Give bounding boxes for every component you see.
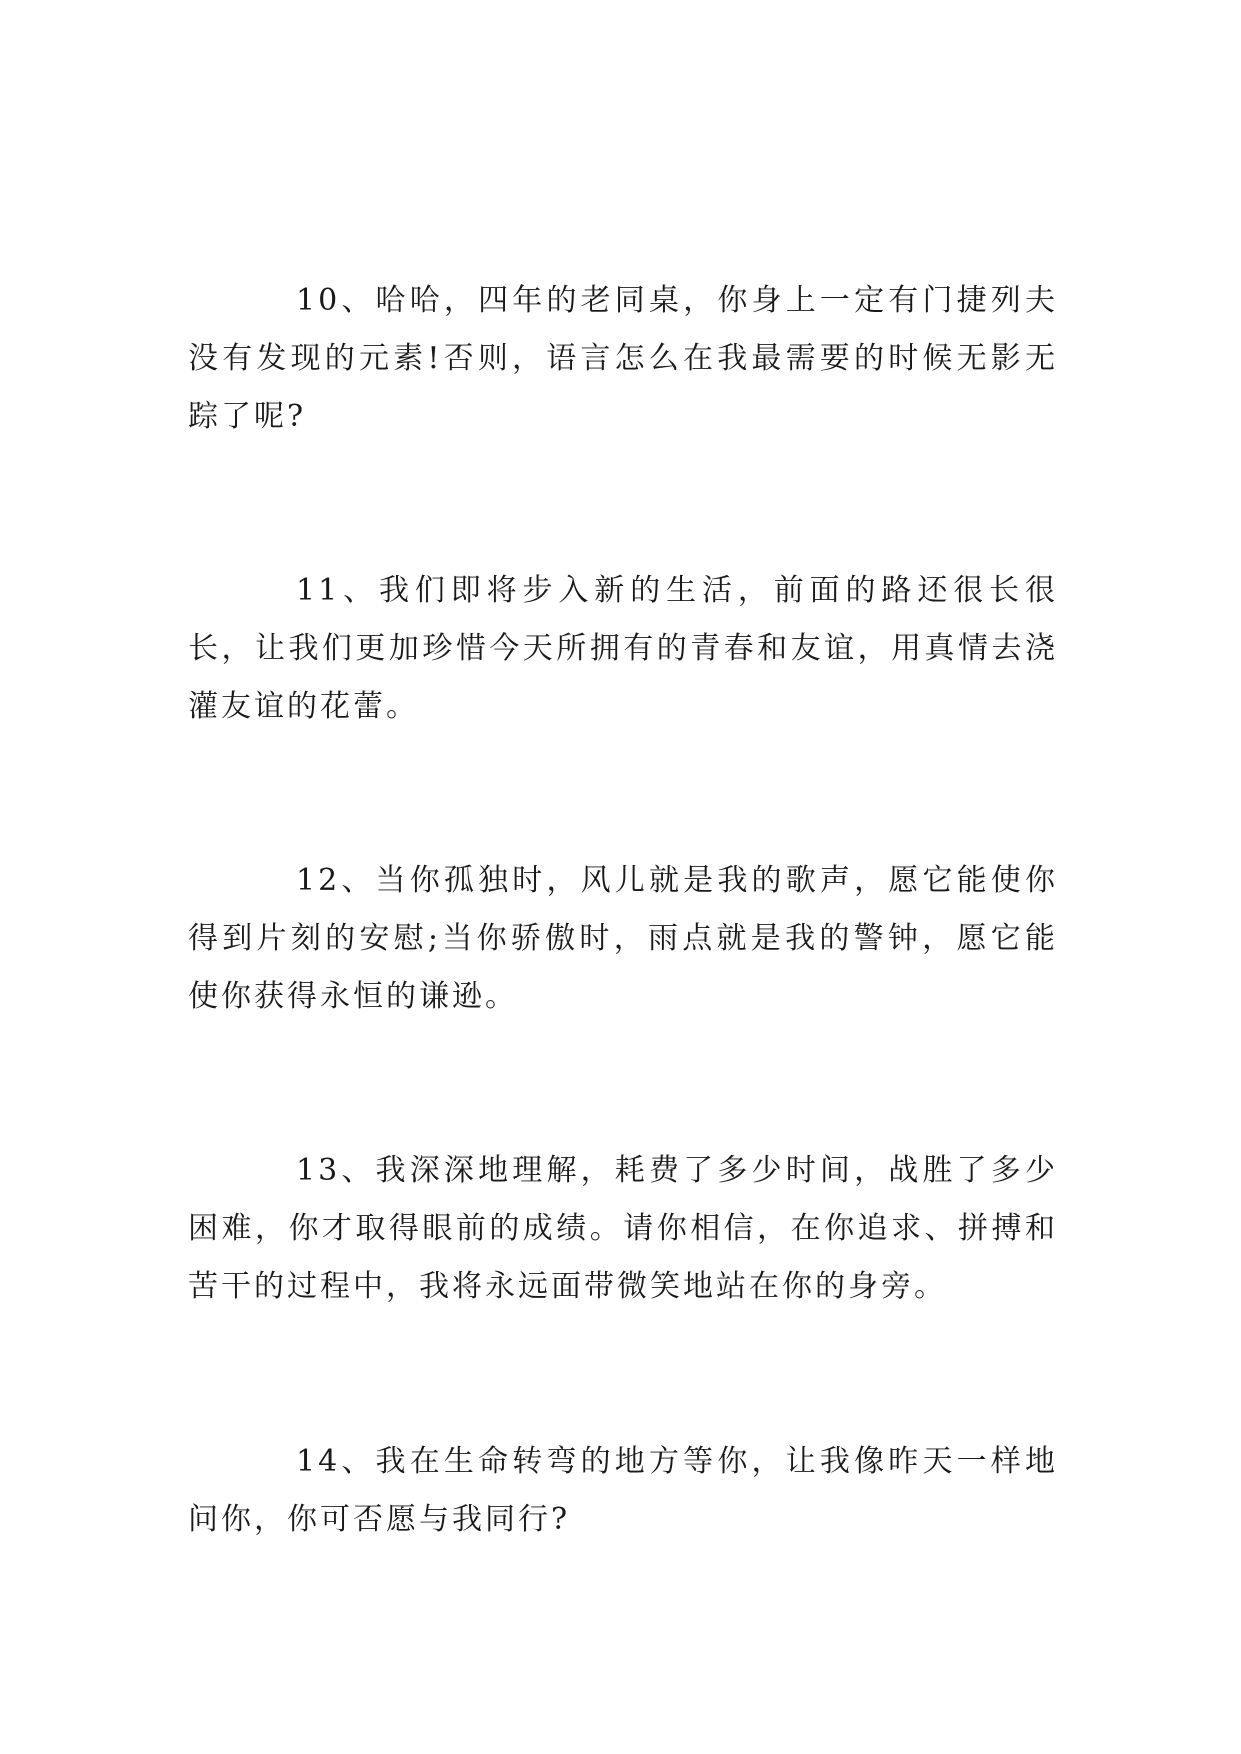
paragraph-12: 12、当你孤独时，风儿就是我的歌声，愿它能使你得到片刻的安慰;当你骄傲时，雨点就是我的警钟，愿它能使你获得永恒的谦逊。 xyxy=(188,863,1058,1014)
paragraph-11: 11、我们即将步入新的生活，前面的路还很长很长，让我们更加珍惜今天所拥有的青春和友谊，用真情去浇灌友谊的花蕾。 xyxy=(188,573,1058,724)
paragraph-10: 10、哈哈，四年的老同桌，你身上一定有门捷列夫没有发现的元素!否则，语言怎么在我最需要的时候无影无踪了呢? xyxy=(188,283,1058,434)
paragraph-14: 14、我在生命转弯的地方等你，让我像昨天一样地问你，你可否愿与我同行? xyxy=(188,1444,1058,1537)
paragraph-13: 13、我深深地理解，耗费了多少时间，战胜了多少困难，你才取得眼前的成绩。请你相信，在你追求、拼搏和苦干的过程中，我将永远面带微笑地站在你的身旁。 xyxy=(188,1153,1058,1304)
